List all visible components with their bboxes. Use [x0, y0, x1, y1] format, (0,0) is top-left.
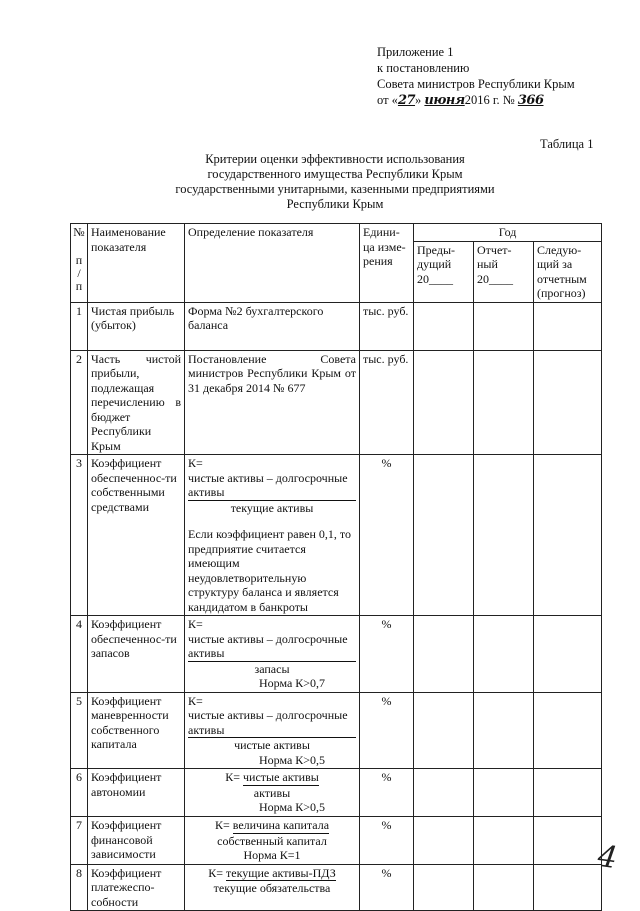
formula-denominator: собственный капитал — [217, 833, 327, 848]
formula-norm: Норма К>0,5 — [258, 752, 326, 767]
table-row: 2 Часть чистой прибыли, подлежащая перечислению в бюджет Республики Крым Постановление Совета министров Республики Крым от 31 декабря 2014 № 677 тыс. руб. — [71, 350, 602, 455]
formula-denominator: текущие обязательства — [213, 881, 331, 895]
column-header-number: № п / п — [71, 224, 88, 303]
column-header-name: Наименование показателя — [88, 224, 185, 303]
formula-denominator: чистые активы — [234, 738, 310, 752]
criteria-table — [70, 223, 602, 911]
formula-numerator: чистые активы – долгосрочные активы — [188, 708, 356, 738]
formula-numerator: текущие активы-ПДЗ — [226, 865, 336, 880]
table-row: 4 Коэффициент обеспеченнос-ти запасов К= чистые активы – долгосрочные активы запасы Норма К>0,7 % — [71, 616, 602, 693]
column-header-definition: Определение показателя — [185, 224, 360, 303]
handwritten-day: 27 — [397, 93, 416, 108]
handwritten-number: 366 — [517, 93, 544, 108]
formula-cell: К= величина капитала собственный капитал Норма К=1 — [185, 817, 360, 865]
formula-cell: К= чистые активы активы Норма К>0,5 — [185, 769, 360, 817]
formula-denominator: запасы — [254, 661, 290, 676]
formula-norm: Норма К>0,5 — [258, 800, 326, 814]
council-line: Совета министров Республики Крым — [377, 77, 575, 91]
appendix-line: Приложение 1 — [377, 45, 454, 59]
formula-numerator: величина капитала — [232, 818, 330, 832]
formula-numerator: чистые активы – долгосрочные активы — [188, 632, 356, 662]
handwritten-page-mark: 4 — [595, 838, 620, 877]
column-header-previous: Преды-дущий 20____ — [414, 241, 474, 302]
column-header-reporting: Отчет-ный 20____ — [474, 241, 534, 302]
formula-note: Если коэффициент равен 0,1, то предприятие считается имеющим неудовлетворительную структуру баланса и является кандидатом в банкроты — [188, 527, 352, 614]
formula-norm: Норма К>0,7 — [258, 676, 326, 690]
formula-cell: К= текущие активы-ПДЗ текущие обязательства — [185, 864, 360, 911]
table-row: 7 Коэффициент финансовой зависимости К= величина капитала собственный капитал Норма К=1 % — [71, 817, 602, 865]
appendix-header — [377, 44, 627, 109]
table-row: 5 Коэффициент маневренности собственного капитала К= чистые активы – долгосрочные активы чистые активы Норма К>0,5 % — [71, 692, 602, 769]
formula-numerator: чистые активы – долгосрочные активы — [188, 471, 356, 501]
column-header-next: Следую-щий за отчетным (прогноз) — [534, 241, 602, 302]
formula-norm: Норма К=1 — [243, 848, 301, 862]
formula-cell: К= чистые активы – долгосрочные активы запасы Норма К>0,7 — [185, 616, 360, 693]
decree-reference-line: к постановлению — [377, 61, 470, 75]
formula-cell: К= чистые активы – долгосрочные активы текущие активы Если коэффициент равен 0,1, то предприятие считается имеющим неудовлетворительную структуру баланса и является кандидатом в банкроты — [185, 455, 360, 616]
table-row: 1 Чистая прибыль (убыток) Форма №2 бухгалтерского баланса тыс. руб. — [71, 302, 602, 350]
table-row: 3 Коэффициент обеспеченнос-ти собственными средствами К= чистые активы – долгосрочные активы текущие активы Если коэффициент равен 0,1, то предприятие считается имеющим неудовлетворительную структуру баланса и является кандидатом в банкроты % — [71, 455, 602, 616]
table-row: 8 Коэффициент платежеспо-собности К= текущие активы-ПДЗ текущие обязательства % — [71, 864, 602, 911]
table-label: Таблица 1 — [540, 137, 594, 151]
document-title: Критерии оценки эффективности использования государственного имущества Республики Крым государственными унитарными, казенными предприятиями Республики Крым — [175, 152, 495, 211]
handwritten-month: июня — [424, 93, 465, 108]
formula-cell: К= чистые активы – долгосрочные активы чистые активы Норма К>0,5 — [185, 692, 360, 769]
table-row: 6 Коэффициент автономии К= чистые активы активы Норма К>0,5 % — [71, 769, 602, 817]
column-header-unit: Едини-ца изме-рения — [360, 224, 414, 303]
formula-denominator: текущие активы — [230, 500, 314, 515]
formula-denominator: активы — [253, 785, 291, 800]
column-header-year: Год — [414, 224, 602, 242]
decree-date-line: от «27» июня2016 г. № 366 — [377, 93, 544, 108]
formula-numerator: чистые активы — [242, 770, 319, 784]
